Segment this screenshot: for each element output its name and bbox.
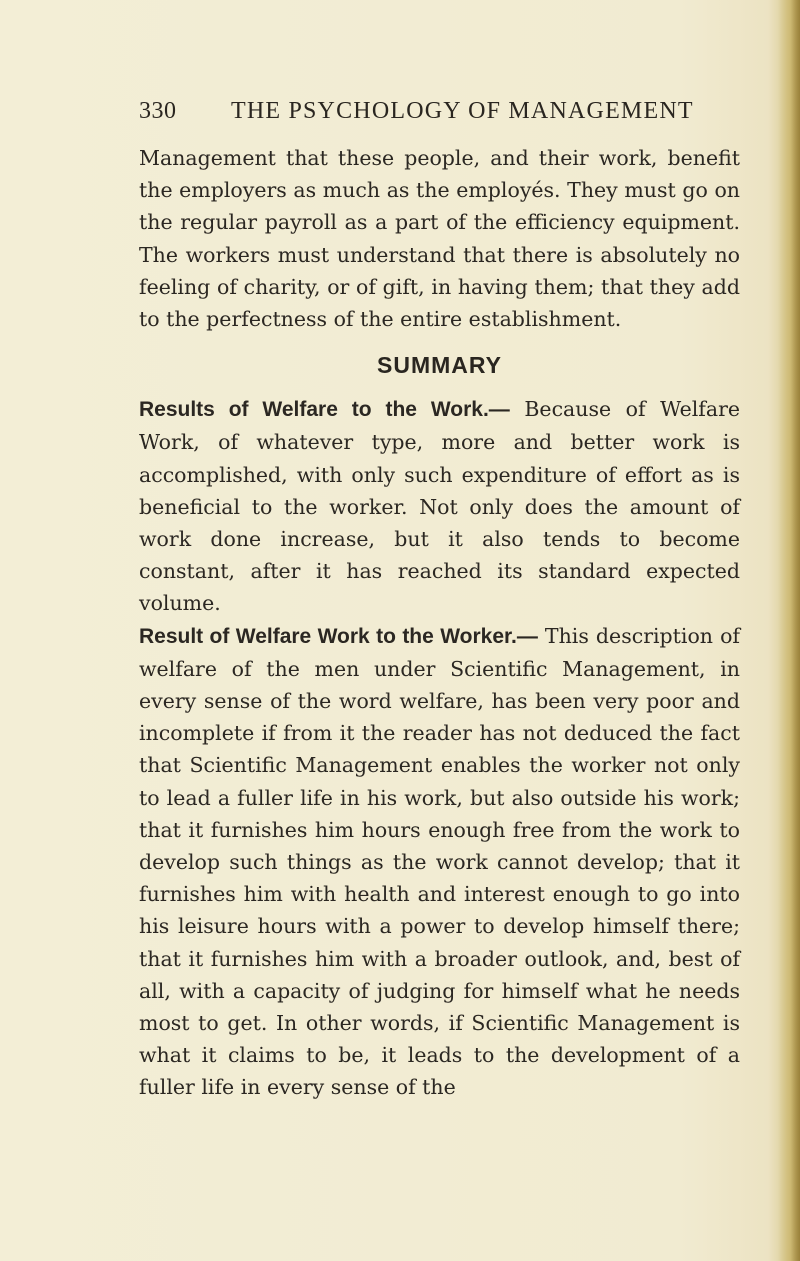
- page-number: 330: [139, 98, 177, 124]
- paragraph-1: Management that these people, and their work, benefit the employers as much as the employés. They must go on the regular payroll as a part of the efficiency equipment. The workers must understand that there is absolutely no feeling of charity, or of gift, in having them; that they add to the perfectness of the entire establishment.: [139, 146, 740, 332]
- body-text: [139, 142, 740, 1104]
- paragraph-3: [139, 620, 740, 1104]
- paragraph-2: [139, 393, 740, 619]
- paragraph-2-text: Because of Welfare Work, of whatever type, more and better work is accomplished, with only such expenditure of effort as is beneficial to the worker. Not only does the amount of work done increase, but it also tends to become constant, after it has reached its standard expected volume.: [139, 397, 740, 616]
- paragraph-3-heading: Result of Welfare Work to the Worker.—: [139, 624, 538, 648]
- page-header: [139, 98, 739, 132]
- running-head: THE PSYCHOLOGY OF MANAGEMENT: [231, 98, 694, 124]
- paragraph-2-heading: Results of Welfare to the Work.—: [139, 398, 510, 422]
- page-edge-shadow: [778, 0, 800, 1261]
- summary-heading: SUMMARY: [377, 352, 502, 379]
- paragraph-3-text: This description of welfare of the men under Scientific Management, in every sense of the word welfare, has been very poor and incomplete if from it the reader has not deduced the fact that Scientific Management enables the worker not only to lead a fuller life in his work, but also outside his work; that it furnishes him hours enough free from the work to develop such things as the work cannot develop; that it furnishes him with health and interest enough to go into his leisure hours with a power to develop himself there; that it furnishes him with a broader outlook, and, best of all, with a capacity of judging for himself what he needs most to get. In other words, if Scientific Management is what it claims to be, it leads to the development of a fuller life in every sense of the: [139, 623, 741, 1100]
